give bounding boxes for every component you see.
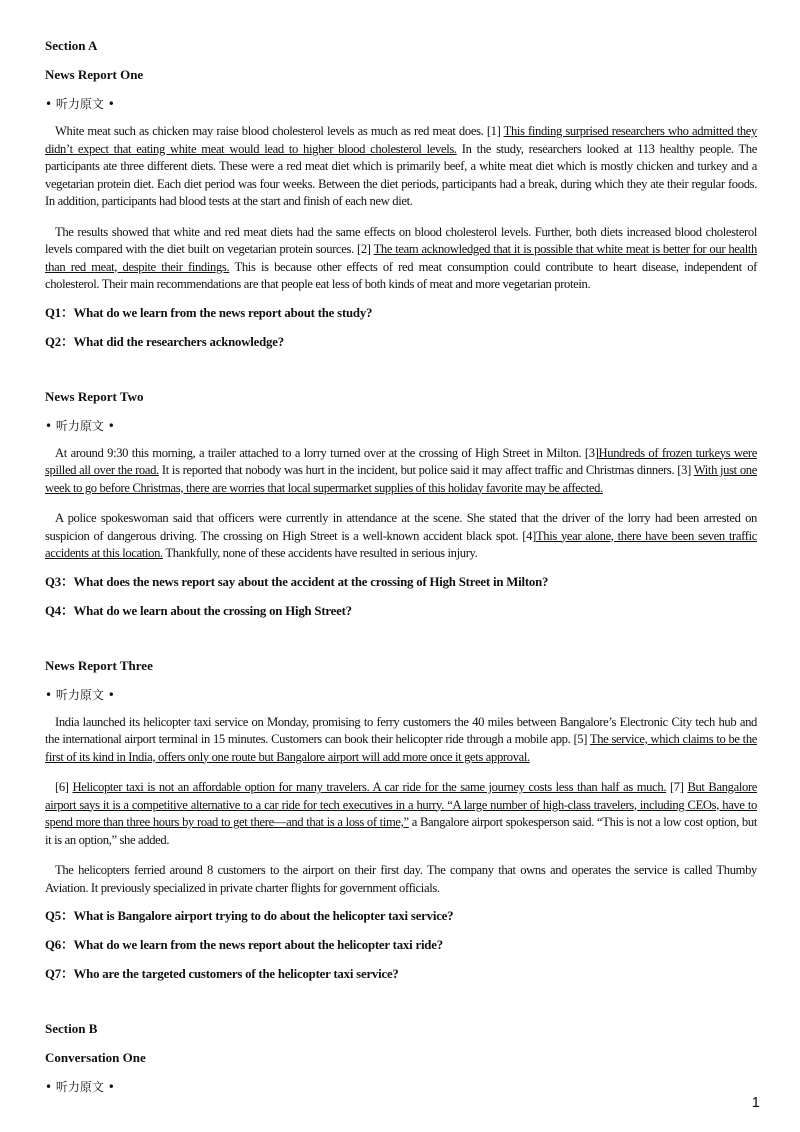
page-number: 1 bbox=[751, 1094, 760, 1111]
report-one-paragraph-2 bbox=[45, 224, 757, 294]
underlined-answer-text: Helicopter taxi is not an affordable option for many travelers. A car ride for the same journey costs less than half as much. bbox=[72, 780, 667, 794]
underlined-answer-text: With just one week to go before Christmas, there are worries that local supermarket supplies of this holiday favorite may be affected. bbox=[45, 463, 757, 495]
paragraph-text: a Bangalore airport spokesperson said. “This is not a low cost option, but it is an option,” she added. bbox=[45, 815, 757, 847]
news-report-one-title: News Report One bbox=[45, 67, 144, 82]
question-2: Q2：What did the researchers acknowledge? bbox=[45, 334, 284, 349]
report-three-paragraph-3 bbox=[45, 862, 757, 897]
conversation-one-title: Conversation One bbox=[45, 1050, 146, 1065]
paragraph-text: It is reported that nobody was hurt in the incident, but police said it may affect traffic and Christmas dinners. [3] bbox=[158, 463, 694, 477]
paragraph-text: India launched its helicopter taxi service on Monday, promising to ferry customers the 40 miles between Bangalore’s Electronic City tech hub and the international airport terminal in 15 minutes. Customers can book their helicopter ride through a mobile app. [5] bbox=[45, 714, 757, 746]
question-3: Q3：What does the news report say about the accident at the crossing of High Street in Milton? bbox=[45, 574, 549, 589]
report-two-paragraph-2 bbox=[45, 510, 757, 563]
question-5: Q5：What is Bangalore airport trying to do about the helicopter taxi service? bbox=[45, 909, 454, 923]
paragraph-text: [7] bbox=[666, 780, 688, 794]
question-4: Q4：What do we learn about the crossing on High Street? bbox=[45, 603, 352, 618]
report-one-paragraph-1 bbox=[45, 123, 757, 211]
paragraph-text: A police spokeswoman said that officers were currently in attendance at the scene. She stated that the driver of the lorry had been arrested on suspicion of dangerous driving. The crossing on High Street is a well-known accident black spot. [4] bbox=[45, 511, 757, 543]
question-1: Q1：What do we learn from the news report about the study? bbox=[45, 305, 373, 320]
underlined-answer-text: But Bangalore airport says it is a competitive alternative to a car ride for tech executives in a hurry. “A large number of high-class travelers, including CEOs, have to spend more than three hours by road to get there—and that is a loss of time,” bbox=[45, 780, 758, 829]
paragraph-text: [6] bbox=[55, 780, 73, 794]
underlined-answer-text: This finding surprised researchers who admitted they didn’t expect that eating white meat would lead to higher blood cholesterol levels. bbox=[45, 124, 757, 156]
paragraph-text: The results showed that white and red meat diets had the same effects on blood cholesterol levels. Further, both diets increased blood cholesterol levels compared with the diet built on vegetarian protein sources. [2] bbox=[45, 224, 757, 256]
news-report-three-title: News Report Three bbox=[45, 657, 153, 673]
transcript-tag: • 听力原文 • bbox=[45, 687, 115, 702]
underlined-answer-text: Hundreds of frozen turkeys were spilled all over the road. bbox=[45, 445, 757, 477]
news-report-two-title: News Report Two bbox=[45, 388, 144, 404]
section-b-title: Section B bbox=[45, 1021, 98, 1036]
report-three-paragraph-2 bbox=[45, 779, 757, 849]
paragraph-text: At around 9:30 this morning, a trailer attached to a lorry turned over at the crossing of High Street in Milton. [3] bbox=[55, 445, 599, 460]
underlined-answer-text: The service, which claims to be the first of its kind in India, offers only one route but Bangalore airport will add more once it gets approval. bbox=[45, 732, 758, 764]
underlined-answer-text: This year alone, there have been seven traffic accidents at this location. bbox=[45, 528, 757, 560]
underlined-answer-text: The team acknowledged that it is possible that white meat is better for our health than red meat, despite their findings. bbox=[45, 242, 757, 274]
report-two-paragraph-1 bbox=[45, 445, 757, 498]
paragraph-text: In the study, researchers looked at 113 healthy people. The participants ate three different diets. These were a red meat diet which is primarily beef, a white meat diet which is mostly chicken and turkey and a vegetarian protein diet. Each diet period was four weeks. Between the diet periods, participants had a break, during which they ate their regular foods. In addition, participants had blood tests at the start and finish of each new diet. bbox=[45, 141, 757, 208]
report-three-paragraph-1 bbox=[45, 714, 757, 767]
page-content bbox=[45, 36, 757, 1097]
question-6: Q6：What do we learn from the news report about the helicopter taxi ride? bbox=[45, 938, 443, 952]
section-a-title: Section A bbox=[45, 38, 98, 53]
transcript-tag: • 听力原文 • bbox=[45, 97, 115, 111]
question-7: Q7：Who are the targeted customers of the helicopter taxi service? bbox=[45, 967, 399, 981]
paragraph-text: The helicopters ferried around 8 customers to the airport on their first day. The company that owns and operates the service is called Thumby Aviation. It previously specialized in private charter flights for government officials. bbox=[45, 863, 757, 895]
transcript-tag: • 听力原文 • bbox=[45, 418, 115, 433]
paragraph-text: This is because other effects of red meat consumption could contribute to heart disease, independent of cholesterol. Their main recommendations are that people eat less of both kinds of meat and more vegetarian protein. bbox=[45, 259, 757, 291]
transcript-tag: • 听力原文 • bbox=[45, 1080, 115, 1094]
paragraph-text: White meat such as chicken may raise blood cholesterol levels as much as red meat does. [1] bbox=[55, 124, 504, 138]
paragraph-text: Thankfully, none of these accidents have resulted in serious injury. bbox=[162, 546, 478, 560]
